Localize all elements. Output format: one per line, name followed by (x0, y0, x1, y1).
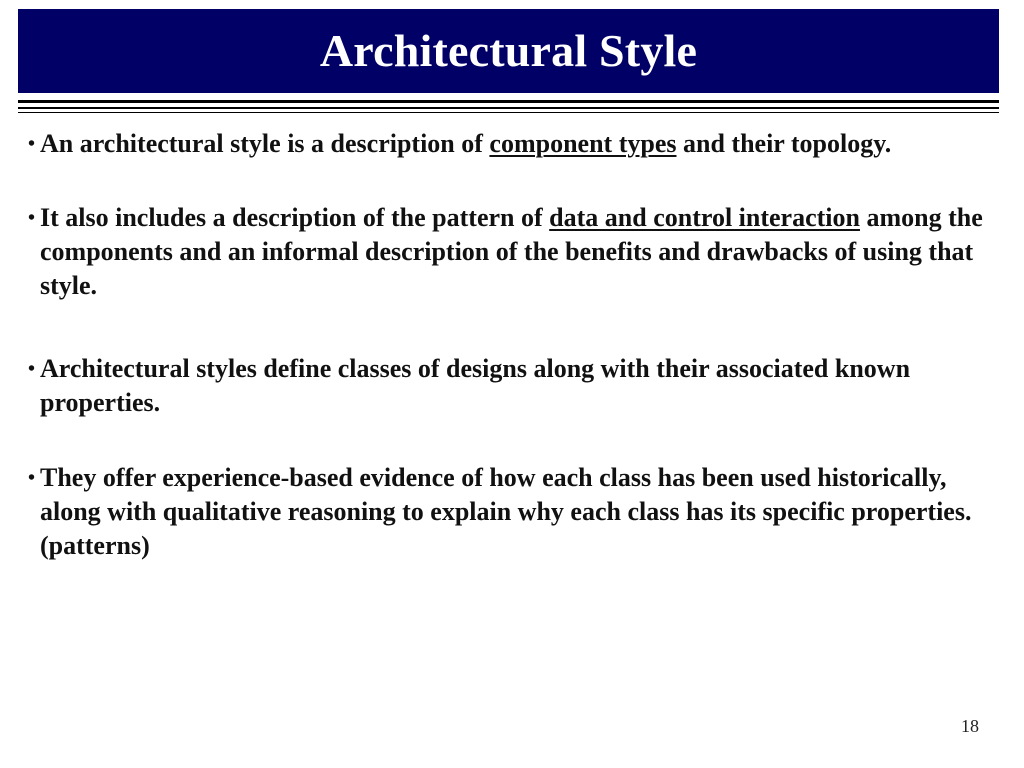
bullet-item (28, 201, 998, 303)
bullet-item (28, 352, 998, 420)
bullet-marker: • (28, 358, 36, 380)
bullet-marker: • (28, 207, 36, 229)
bullet-text: They offer experience-based evidence of how each class has been used historically, along with qualitative reasoning to explain why each class has its specific properties. (patterns) (40, 463, 972, 560)
bullet-text-segment: An architectural style is a description of (40, 129, 490, 158)
bullet-text-segment: among the components and an informal description of the benefits and drawbacks of using that style. (40, 203, 983, 300)
bullet-text: Architectural styles define classes of designs along with their associated known properties. (40, 354, 911, 417)
bullet-text-segment: It also includes a description of the pattern of (40, 203, 550, 232)
page-number: 18 (961, 716, 979, 736)
slide-title: Architectural Style (319, 25, 698, 76)
underlined-term: component types (489, 129, 677, 158)
underlined-term: data and control interaction (549, 203, 860, 232)
bullet-marker: • (28, 467, 36, 489)
bullet-text (40, 201, 998, 303)
bullet-marker: • (28, 133, 36, 155)
bullet-text (40, 127, 998, 161)
bullet-text-segment: and their topology. (676, 129, 892, 158)
bullet-item (28, 461, 998, 563)
bullet-item (28, 127, 998, 161)
